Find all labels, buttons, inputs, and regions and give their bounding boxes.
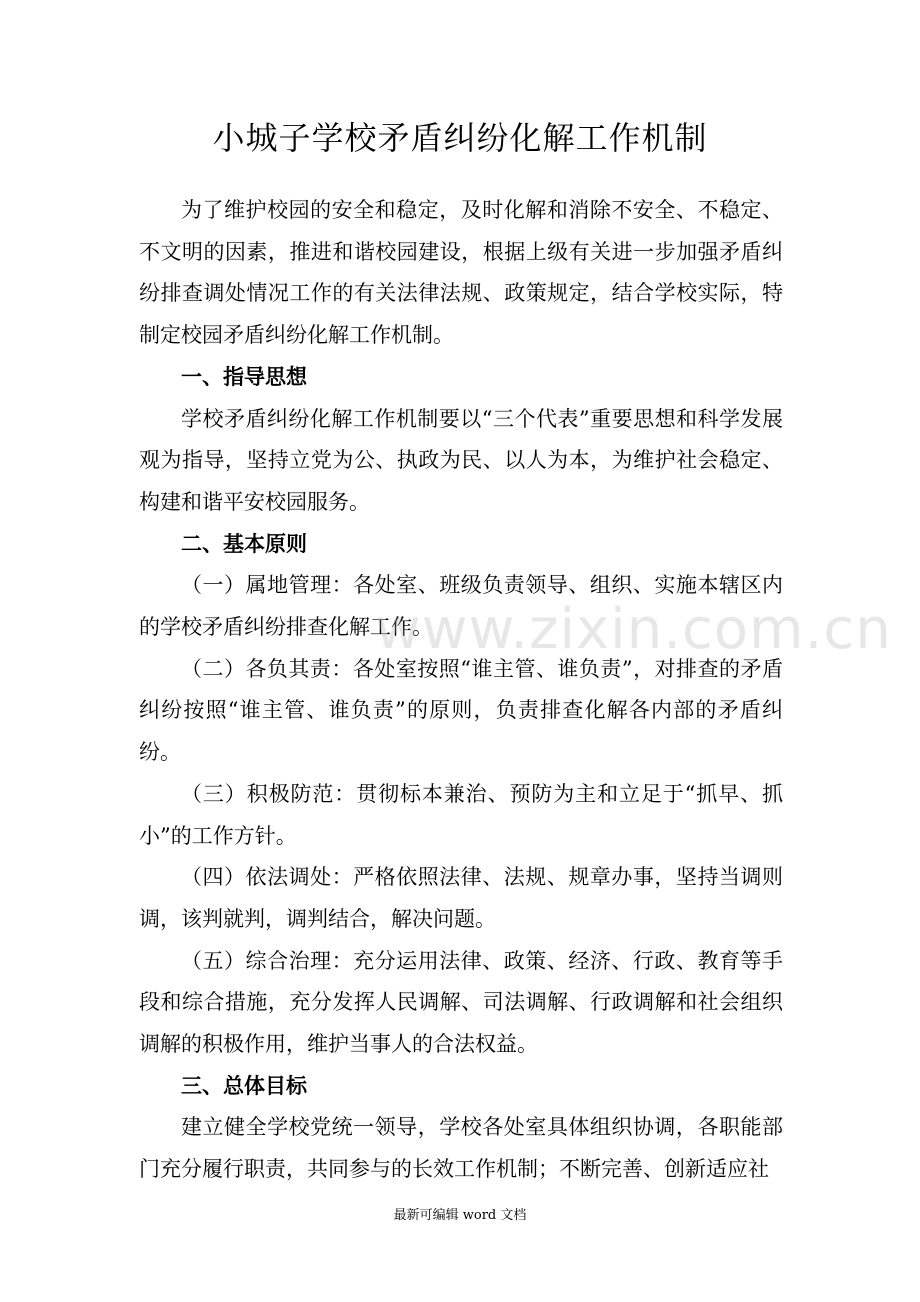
section-heading-guiding-ideology: 一、指导思想 xyxy=(181,364,307,389)
paragraph-guiding-ideology: 学校矛盾纠纷化解工作机制要以“三个代表”重要思想和科学发展观为指导，坚持立党为公、执政为民、以人为本，为维护社会稳定、构建和谐平安校园服务。 xyxy=(139,406,783,514)
paragraph-principle-3: （三）积极防范：贯彻标本兼治、预防为主和立足于“抓早、抓小”的工作方针。 xyxy=(139,781,783,848)
watermark: www.zixin.com.cn xyxy=(375,597,892,662)
page-footer: 最新可编辑 word 文档 xyxy=(393,1208,527,1223)
paragraph-principle-5: （五）综合治理：充分运用法律、政策、经济、行政、教育等手段和综合措施，充分发挥人民调解、司法调解、行政调解和社会组织调解的积极作用，维护当事人的合法权益。 xyxy=(139,948,783,1057)
document-title: 小城子学校矛盾纠纷化解工作机制 xyxy=(212,119,708,157)
paragraph-principle-4: （四）依法调处：严格依照法律、法规、规章办事，坚持当调则调，该判就判，调判结合，解决问题。 xyxy=(139,865,783,931)
section-heading-basic-principles: 二、基本原则 xyxy=(181,531,307,556)
paragraph-overall-goal: 建立健全学校党统一领导，学校各处室具体组织协调，各职能部门充分履行职责，共同参与的长效工作机制；不断完善、创新适应社 xyxy=(139,1115,783,1182)
paragraph-intro: 为了维护校园的安全和稳定，及时化解和消除不安全、不稳定、不文明的因素，推进和谐校园建设，根据上级有关进一步加强矛盾纠纷排查调处情况工作的有关法律法规、政策规定，结合学校实际，特制定校园矛盾纠纷化解工作机制。 xyxy=(139,198,783,348)
section-heading-overall-goal: 三、总体目标 xyxy=(181,1073,307,1098)
paragraph-principle-1: （一）属地管理：各处室、班级负责领导、组织、实施本辖区内的学校矛盾纠纷排查化解工作。 xyxy=(139,573,783,640)
paragraph-principle-2: （二）各负其责：各处室按照“谁主管、谁负责”，对排查的矛盾纠纷按照“谁主管、谁负责”的原则，负责排查化解各内部的矛盾纠纷。 xyxy=(139,656,783,765)
document-body xyxy=(139,190,783,1191)
